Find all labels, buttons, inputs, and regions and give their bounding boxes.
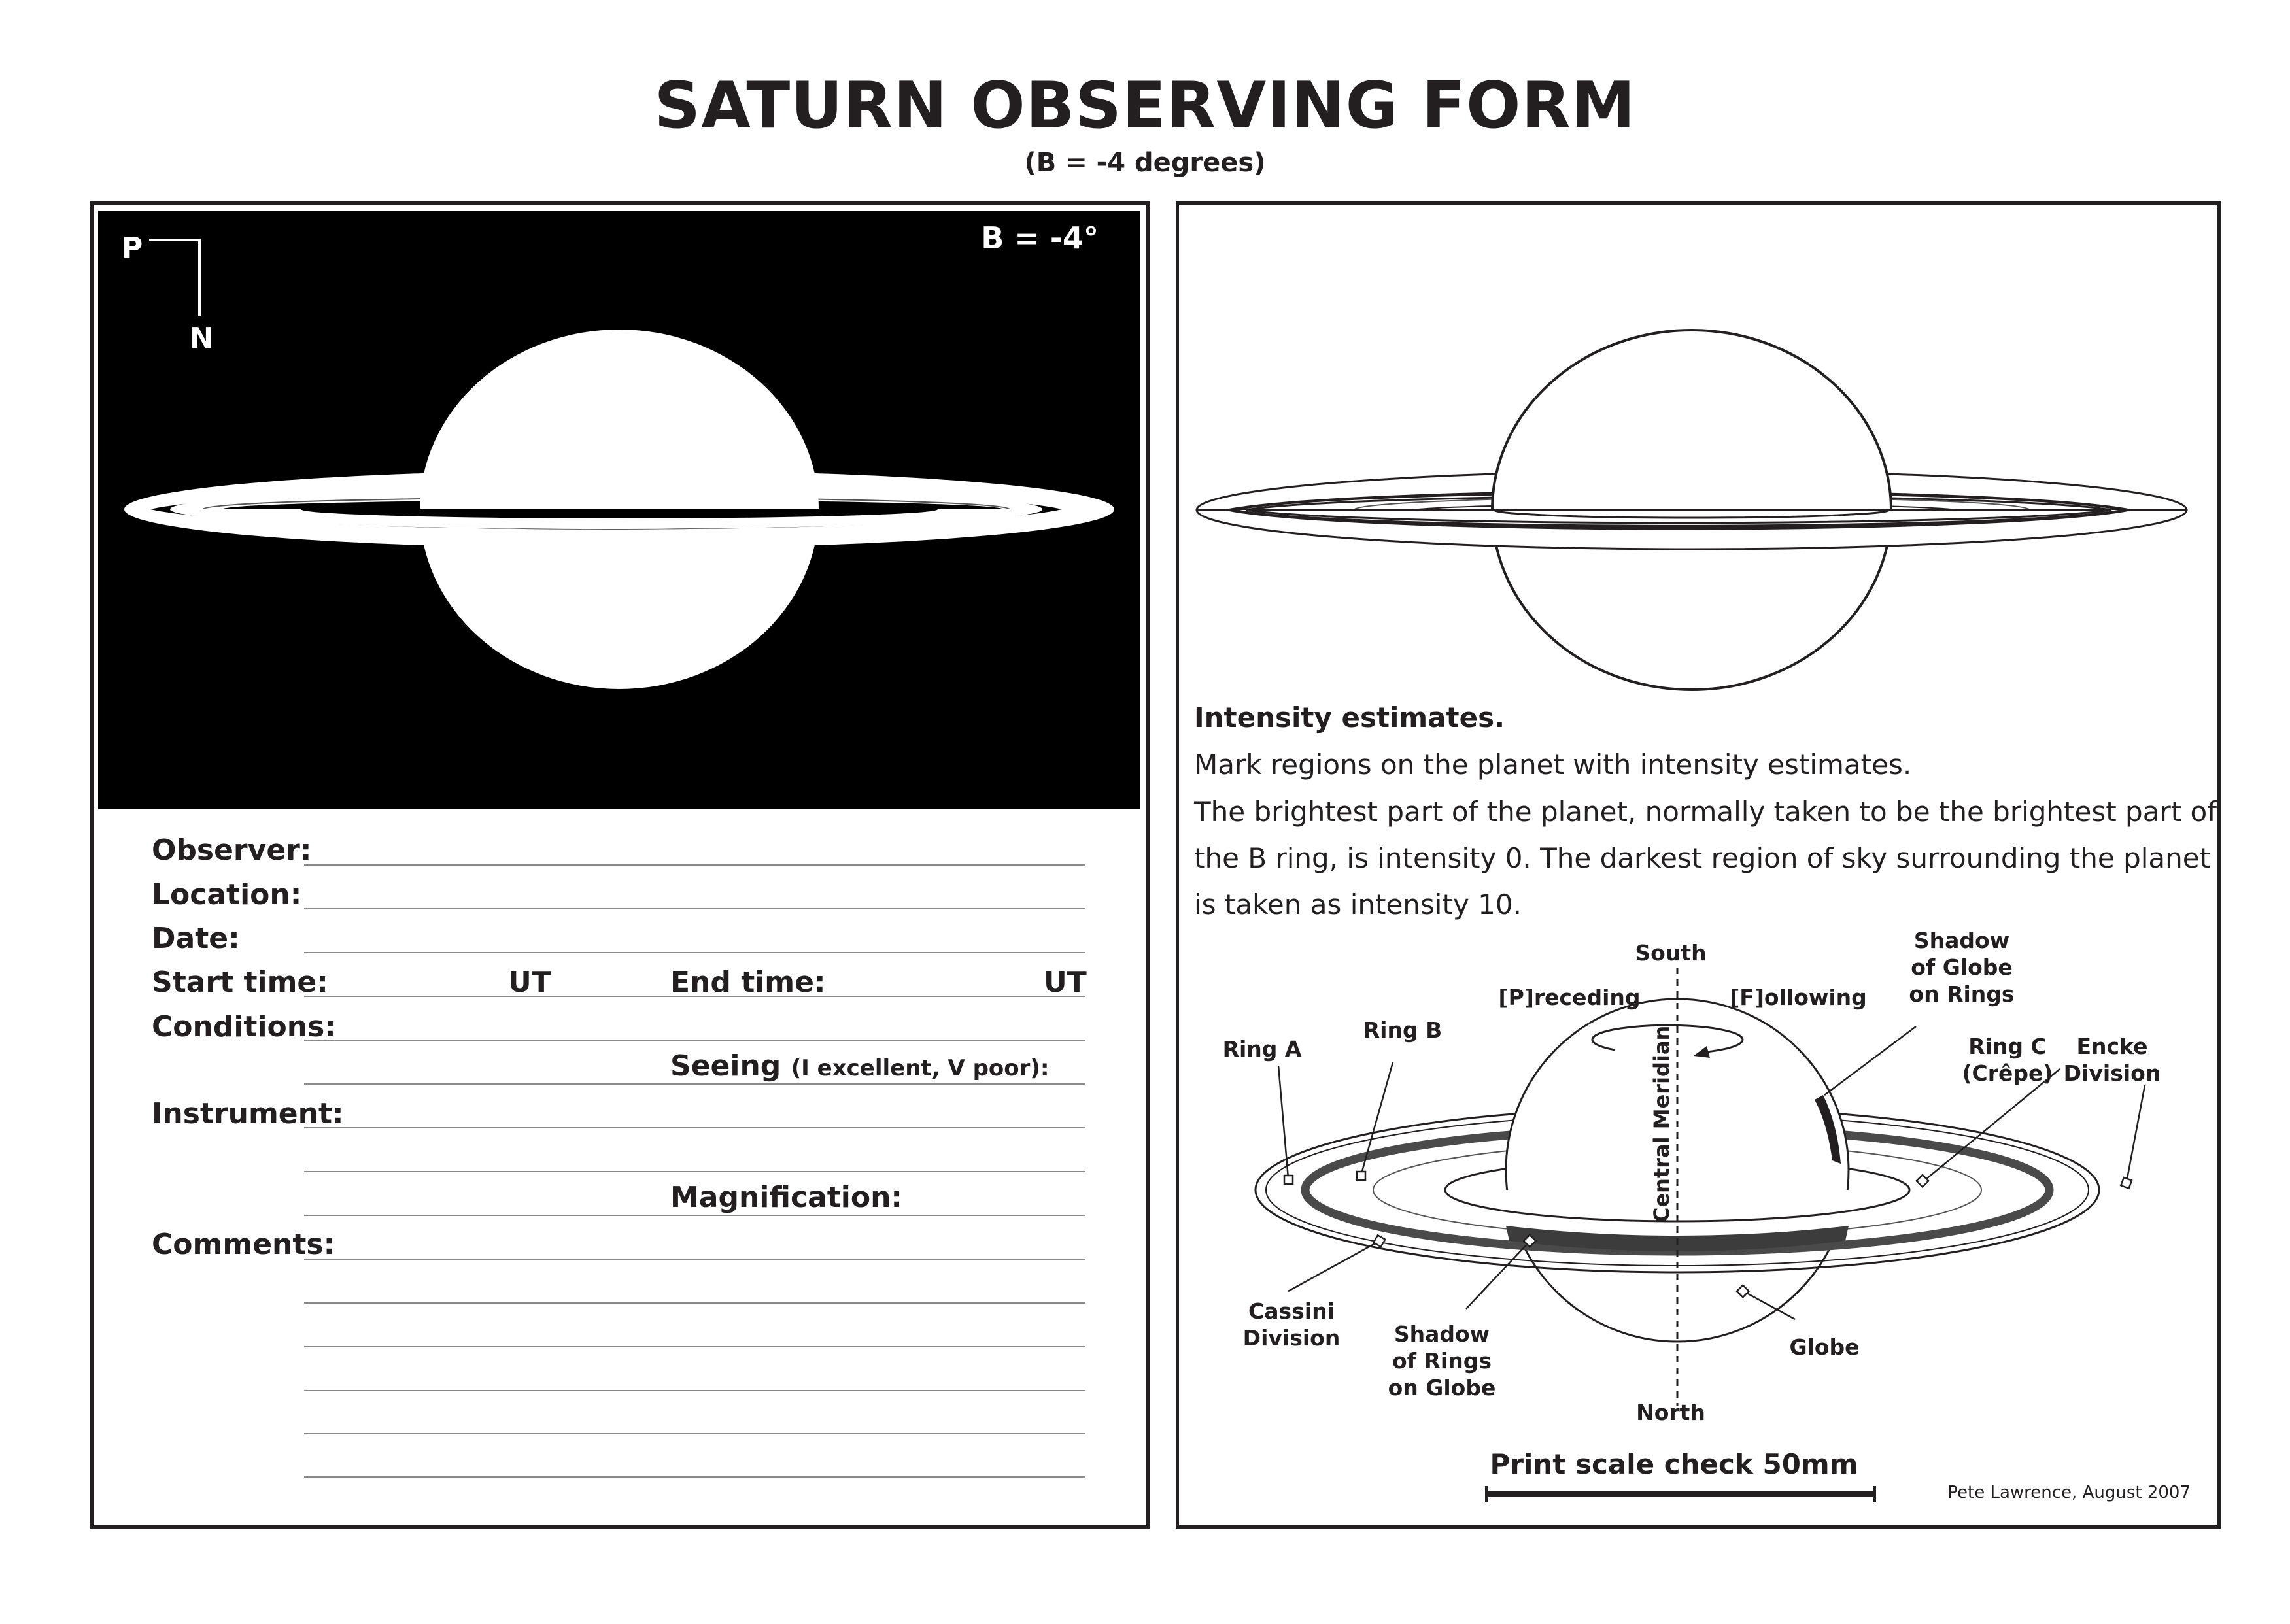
- comments-line[interactable]: [304, 1433, 1085, 1434]
- scale-check-label: Print scale check 50mm: [1490, 1448, 1858, 1480]
- south-label: South: [1635, 940, 1707, 966]
- ring-c-label: [1962, 1033, 2053, 1087]
- location-label: Location:: [152, 878, 302, 911]
- seeing-label: [670, 1049, 1050, 1083]
- date-field[interactable]: [304, 952, 1085, 953]
- sky-drawing-area[interactable]: [98, 211, 1140, 809]
- conditions-field[interactable]: [304, 1040, 1085, 1041]
- cassini-label-line-1: Cassini: [1248, 1298, 1335, 1324]
- ring-c-label-line-1: Ring C: [1968, 1034, 2047, 1059]
- intensity-line-3: the B ring, is intensity 0. The darkest region of sky surrounding the planet: [1194, 842, 2211, 874]
- location-field[interactable]: [304, 908, 1085, 909]
- saturn-outline-dark: [98, 211, 1140, 809]
- direction-n-label: N: [190, 322, 214, 355]
- seeing-field[interactable]: [304, 1083, 1085, 1085]
- shadow-globe-on-rings-label: [1900, 927, 2024, 1007]
- cassini-marker: [1373, 1235, 1385, 1247]
- comments-label: Comments:: [152, 1228, 335, 1261]
- shadow-rings-label-line-3: on Globe: [1388, 1375, 1496, 1400]
- direction-p-label: P: [122, 231, 143, 265]
- start-time-label: Start time:: [152, 966, 328, 999]
- seeing-scale-text: (I excellent, V poor):: [791, 1055, 1050, 1081]
- intensity-heading: Intensity estimates.: [1194, 702, 1505, 734]
- intensity-line-2: The brightest part of the planet, normally taken to be the brightest part of: [1194, 796, 2217, 828]
- scale-check-bar: [1481, 1481, 1880, 1507]
- ring-b-marker: [1357, 1172, 1365, 1180]
- instrument-label: Instrument:: [152, 1097, 344, 1130]
- encke-label-line-2: Division: [2063, 1060, 2161, 1086]
- observer-field[interactable]: [304, 864, 1085, 866]
- shadow-globe-label-line-2: of Globe: [1911, 955, 2013, 980]
- ring-a-marker: [1284, 1176, 1293, 1184]
- magnification-label: Magnification:: [670, 1181, 903, 1214]
- comments-line[interactable]: [304, 1476, 1085, 1478]
- instrument-field-2[interactable]: [304, 1171, 1085, 1172]
- intensity-line-1: Mark regions on the planet with intensity estimates.: [1194, 749, 1912, 781]
- ring-c-label-line-2: (Crêpe): [1962, 1060, 2053, 1086]
- shadow-rings-on-globe-label: [1386, 1321, 1497, 1401]
- encke-label-line-1: Encke: [2076, 1034, 2148, 1059]
- time-field[interactable]: [304, 996, 1085, 997]
- instrument-field[interactable]: [304, 1127, 1085, 1128]
- date-label: Date:: [152, 922, 240, 955]
- shadow-globe-label-line-1: Shadow: [1913, 928, 2010, 953]
- shadow-rings-label-line-1: Shadow: [1393, 1321, 1490, 1347]
- page-title: SATURN OBSERVING FORM: [654, 69, 1636, 143]
- orientation-indicator: [149, 240, 199, 316]
- conditions-label: Conditions:: [152, 1010, 336, 1043]
- shadow-rings-label-line-2: of Rings: [1392, 1348, 1492, 1374]
- comments-line[interactable]: [304, 1346, 1085, 1347]
- cassini-label: [1236, 1298, 1347, 1351]
- encke-label: [2060, 1033, 2164, 1087]
- labelled-saturn-diagram: [1184, 928, 2213, 1517]
- preceding-label: [P]receding: [1498, 985, 1641, 1010]
- ring-a-label: Ring A: [1222, 1036, 1302, 1062]
- north-label: North: [1636, 1400, 1705, 1425]
- globe-label: Globe: [1789, 1334, 1860, 1360]
- saturn-outline-light[interactable]: [1184, 209, 2213, 706]
- intensity-line-4: is taken as intensity 10.: [1194, 888, 1522, 921]
- page-subtitle: (B = -4 degrees): [1024, 148, 1266, 178]
- following-label: [F]ollowing: [1730, 985, 1867, 1010]
- end-time-label: End time:: [670, 966, 826, 999]
- comments-line[interactable]: [304, 1390, 1085, 1391]
- ring-c-marker: [1917, 1175, 1928, 1187]
- comments-line[interactable]: [304, 1302, 1085, 1304]
- comments-line[interactable]: [304, 1259, 1085, 1260]
- ring-b-label: Ring B: [1363, 1017, 1443, 1043]
- cassini-label-line-2: Division: [1242, 1325, 1341, 1351]
- credit-text: Pete Lawrence, August 2007: [1947, 1483, 2191, 1502]
- shadow-globe-label-line-3: on Rings: [1909, 981, 2015, 1007]
- start-ut-label: UT: [508, 966, 551, 999]
- tilt-label: B = -4°: [981, 220, 1099, 256]
- encke-marker: [2121, 1177, 2132, 1189]
- end-ut-label: UT: [1044, 966, 1087, 999]
- observer-label: Observer:: [152, 834, 312, 867]
- central-meridian-label: Central Meridian: [1649, 1025, 1674, 1223]
- magnification-field[interactable]: [304, 1215, 1085, 1216]
- seeing-label-text: Seeing: [670, 1049, 781, 1083]
